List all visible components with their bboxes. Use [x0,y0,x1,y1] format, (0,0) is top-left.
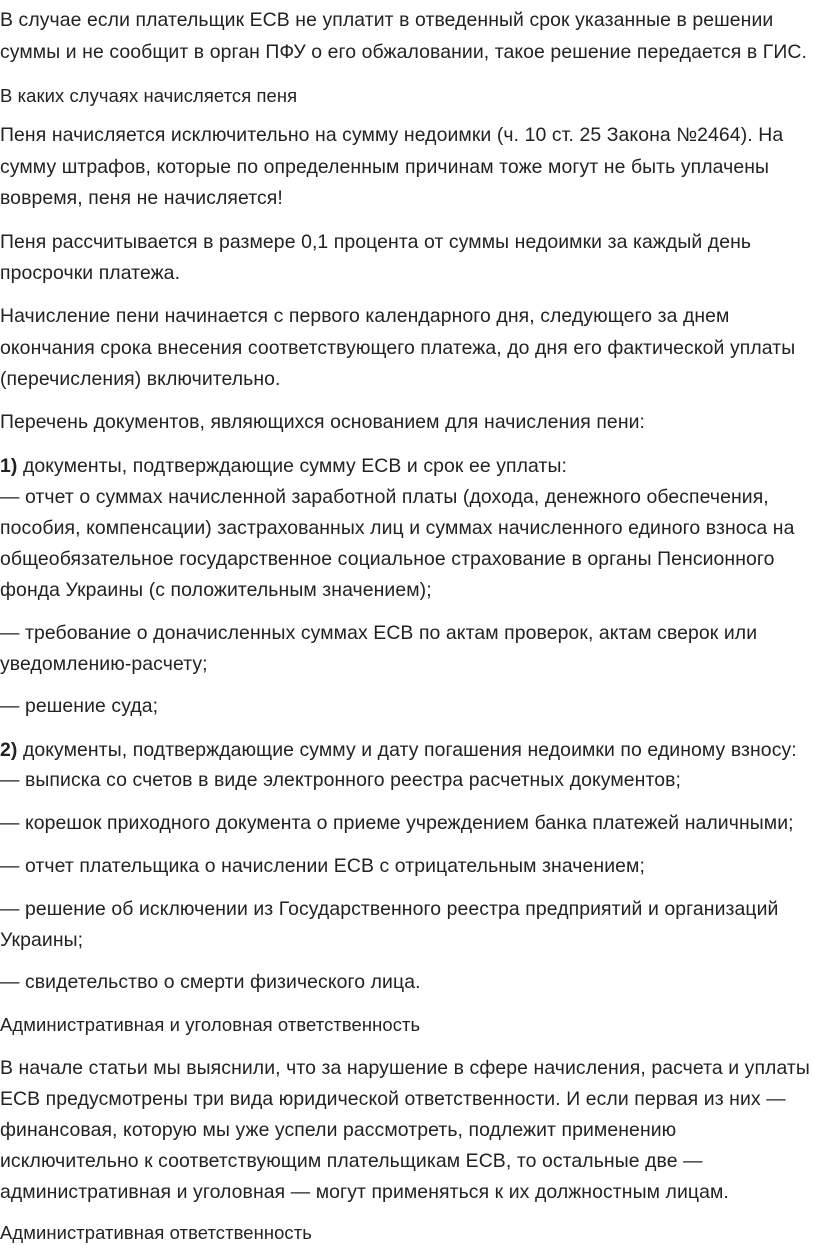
paragraph-line: общеобязательное государственное социальное страхование в органы Пенсионного [0,548,775,570]
paragraph-line: документы, подтверждающие сумму ЕСВ и срок ее уплаты: [17,455,567,477]
paragraph-line: уведомлению-расчету; [0,653,208,675]
paragraph-line: Пеня начисляется исключительно на сумму недоимки (ч. 10 ст. 25 Закона №2464). На [0,124,784,146]
paragraph-line: — решение суда; [0,695,159,717]
paragraph-line: — требование о доначисленных суммах ЕСВ по актам проверок, актам сверок или [0,622,758,644]
paragraph-line: сумму штрафов, которые по определенным причинам тоже могут не быть уплачены [0,156,770,178]
paragraph-line: финансовая, которую мы уже успели рассмотреть, подлежит применению [0,1119,677,1141]
paragraph-line: фонда Украины (с положительным значением); [0,579,432,601]
paragraph-line: Перечень документов, являющихся основанием для начисления пени: [0,411,646,433]
paragraph-line: пособия, компенсации) застрахованных лиц и суммах начисленного единого взноса на [0,517,795,539]
paragraph-line: — выписка со счетов в виде электронного реестра расчетных документов; [0,769,682,791]
paragraph-line: — отчет плательщика о начислении ЕСВ с отрицательным значением; [0,855,645,877]
paragraph-line: — корешок приходного документа о приеме учреждением банка платежей наличными; [0,812,794,834]
paragraph-line: В случае если плательщик ЕСВ не уплатит в отведенный срок указанные в решении [0,9,774,31]
paragraph-line: — отчет о суммах начисленной заработной платы (дохода, денежного обеспечения, [0,486,769,508]
section-heading: Административная ответственность [0,1222,312,1243]
list-marker: 2) [0,739,18,761]
paragraph-line: Украины; [0,929,84,951]
paragraph-line: вовремя, пеня не начисляется! [0,187,283,209]
paragraph-line: исключительно к соответствующим плательщикам ЕСВ, то остальные две — [0,1150,703,1172]
paragraph-line: окончания срока внесения соответствующего платежа, до дня его фактической уплаты [0,337,796,359]
list-marker: 1) [0,455,18,477]
paragraph-line: суммы и не сообщит в орган ПФУ о его обжаловании, такое решение передается в ГИС. [0,41,807,63]
section-heading: В каких случаях начисляется пеня [0,85,298,106]
section-heading: Административная и уголовная ответственность [0,1014,421,1035]
paragraph-line: — свидетельство о смерти физического лица. [0,971,421,993]
paragraph-line: документы, подтверждающие сумму и дату погашения недоимки по единому взносу: [17,739,797,761]
paragraph-line: (перечисления) включительно. [0,368,281,390]
paragraph-line: административная и уголовная — могут применяться к их должностным лицам. [0,1181,729,1203]
list-item-1 [0,452,567,480]
paragraph-line: В начале статьи мы выяснили, что за нарушение в сфере начисления, расчета и уплаты [0,1057,810,1079]
paragraph-line: просрочки платежа. [0,262,181,284]
paragraph-line: ЕСВ предусмотрены три вида юридической ответственности. И если первая из них — [0,1088,786,1110]
paragraph-line: Пеня рассчитывается в размере 0,1 процента от суммы недоимки за каждый день [0,231,752,253]
list-item-2 [0,736,797,764]
paragraph-line: — решение об исключении из Государственного реестра предприятий и организаций [0,898,779,920]
paragraph-line: Начисление пени начинается с первого календарного дня, следующего за днем [0,305,730,327]
